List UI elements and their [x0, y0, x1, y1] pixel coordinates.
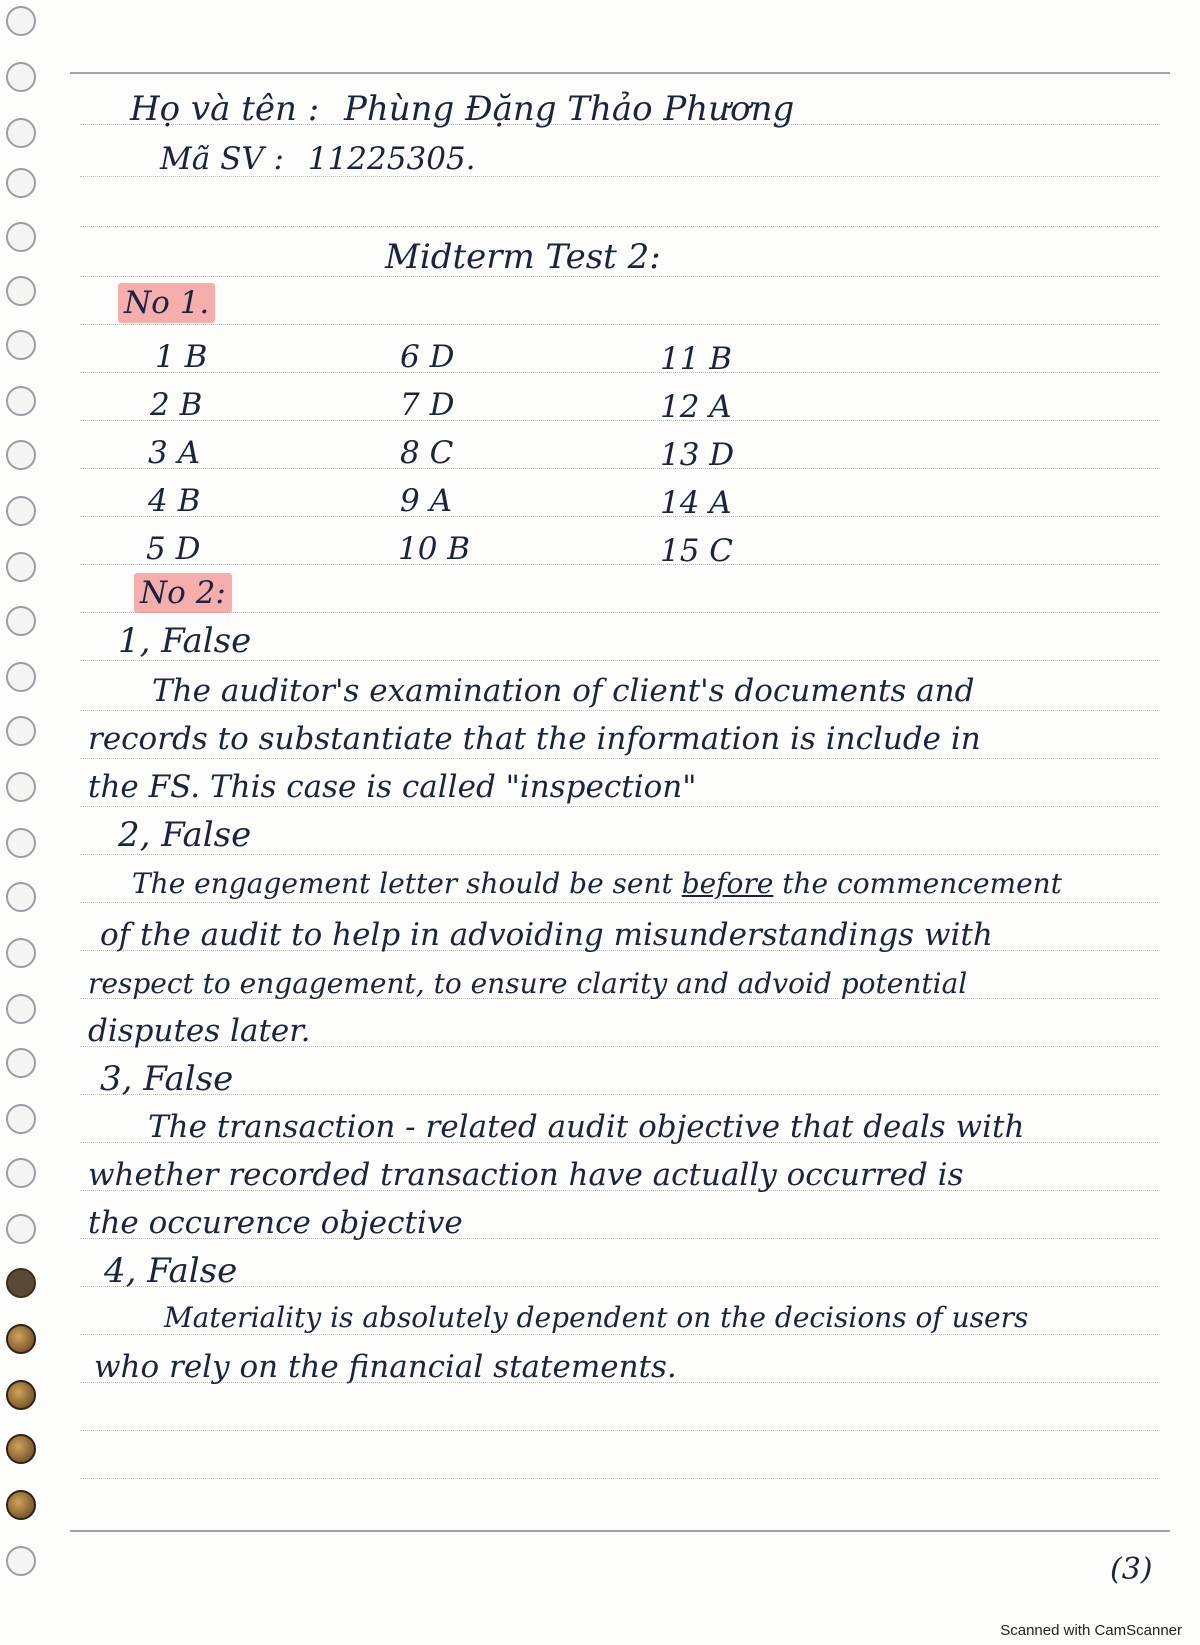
binding-hole [6, 1268, 36, 1298]
binding-hole [6, 1324, 36, 1354]
item-2-line-first [132, 867, 1062, 900]
binding-hole [6, 118, 36, 148]
binding-hole [6, 882, 36, 912]
answer: 14 A [660, 485, 732, 521]
ruling-line [80, 420, 1160, 421]
section-1-highlight: No 1. [118, 283, 215, 323]
ruling-line [80, 372, 1160, 373]
id-label: Mã SV : [160, 141, 284, 177]
binding-hole [6, 1048, 36, 1078]
item-3-line: whether recorded transaction have actually occurred is [88, 1157, 964, 1193]
binding-hole [6, 496, 36, 526]
answer: 8 C [400, 435, 454, 471]
ruling-line [80, 324, 1160, 325]
name-value: Phùng Đặng Thảo Phương [343, 89, 795, 129]
spiral-binding [2, 0, 48, 1645]
item-1-line: the FS. This case is called "inspection" [88, 769, 697, 805]
binding-hole [6, 1158, 36, 1188]
binding-hole [6, 1380, 36, 1410]
binding-hole [6, 938, 36, 968]
item-4-heading: 4, False [104, 1251, 238, 1291]
binding-hole [6, 62, 36, 92]
binding-hole [6, 716, 36, 746]
answer: 11 B [660, 341, 733, 377]
binding-hole [6, 606, 36, 636]
student-id [160, 141, 476, 177]
item-1-line: records to substantiate that the information is include in [88, 721, 981, 757]
top-rule [70, 72, 1170, 74]
binding-hole [6, 222, 36, 252]
ruling-line [80, 612, 1160, 613]
bottom-rule [70, 1530, 1170, 1532]
page-number: (3) [1110, 1552, 1153, 1587]
binding-hole [6, 1104, 36, 1134]
ruling-line [80, 1334, 1160, 1335]
ruling-line [80, 1430, 1160, 1431]
item-2-heading: 2, False [118, 815, 252, 855]
name-label: Họ và tên : [130, 89, 320, 129]
ruling-line [80, 1478, 1160, 1479]
ruling-line [80, 1094, 1160, 1095]
item-3-heading: 3, False [100, 1059, 234, 1099]
ruling-line [80, 758, 1160, 759]
item-2-line: disputes later. [88, 1013, 311, 1049]
binding-hole [6, 662, 36, 692]
ruling-line [80, 226, 1160, 227]
binding-hole [6, 168, 36, 198]
item-2-line: of the audit to help in advoiding misunderstandings with [100, 917, 993, 953]
answer: 12 A [660, 389, 732, 425]
camscanner-watermark: Scanned with CamScanner [1000, 1622, 1182, 1639]
answer: 7 D [400, 387, 455, 423]
ruling-line [80, 564, 1160, 565]
section-2-label [134, 575, 232, 611]
binding-hole [6, 330, 36, 360]
answer: 5 D [146, 531, 201, 567]
student-name [130, 89, 795, 129]
binding-hole [6, 552, 36, 582]
answer: 6 D [400, 339, 455, 375]
binding-hole [6, 1214, 36, 1244]
binding-hole [6, 1490, 36, 1520]
item-4-line: Materiality is absolutely dependent on the decisions of users [164, 1301, 1029, 1334]
binding-hole [6, 386, 36, 416]
item-2-line: respect to engagement, to ensure clarity and advoid potential [88, 967, 968, 1000]
answer: 1 B [155, 339, 208, 375]
answer: 13 D [660, 437, 735, 473]
answer: 2 B [150, 387, 203, 423]
answer: 9 A [400, 483, 452, 519]
binding-hole [6, 440, 36, 470]
ruling-line [80, 710, 1160, 711]
binding-hole [6, 6, 36, 36]
ruling-line [80, 902, 1160, 903]
binding-hole [6, 994, 36, 1024]
section-1-label [118, 285, 215, 321]
ruling-line [80, 1286, 1160, 1287]
binding-hole [6, 828, 36, 858]
item-2-text-c: the commencement [782, 867, 1062, 900]
binding-hole [6, 1546, 36, 1576]
item-1-heading: 1, False [118, 621, 252, 661]
item-4-line: who rely on the financial statements. [94, 1349, 677, 1385]
ruling-line [80, 516, 1160, 517]
item-2-text-underlined: before [681, 867, 774, 900]
page-title: Midterm Test 2: [385, 237, 661, 277]
answer: 4 B [148, 483, 201, 519]
section-2-highlight: No 2: [134, 573, 232, 613]
item-2-text-a: The engagement letter should be sent [132, 867, 673, 900]
item-3-line: the occurence objective [88, 1205, 463, 1241]
item-3-line: The transaction - related audit objective that deals with [148, 1109, 1025, 1145]
answer: 3 A [148, 435, 200, 471]
ruling-line [80, 468, 1160, 469]
answer: 10 B [398, 531, 471, 567]
binding-hole [6, 1434, 36, 1464]
answer: 15 C [660, 533, 734, 569]
item-1-line: The auditor's examination of client's documents and [152, 673, 975, 709]
id-value: 11225305. [307, 141, 476, 177]
ruling-line [80, 806, 1160, 807]
binding-hole [6, 772, 36, 802]
binding-hole [6, 276, 36, 306]
